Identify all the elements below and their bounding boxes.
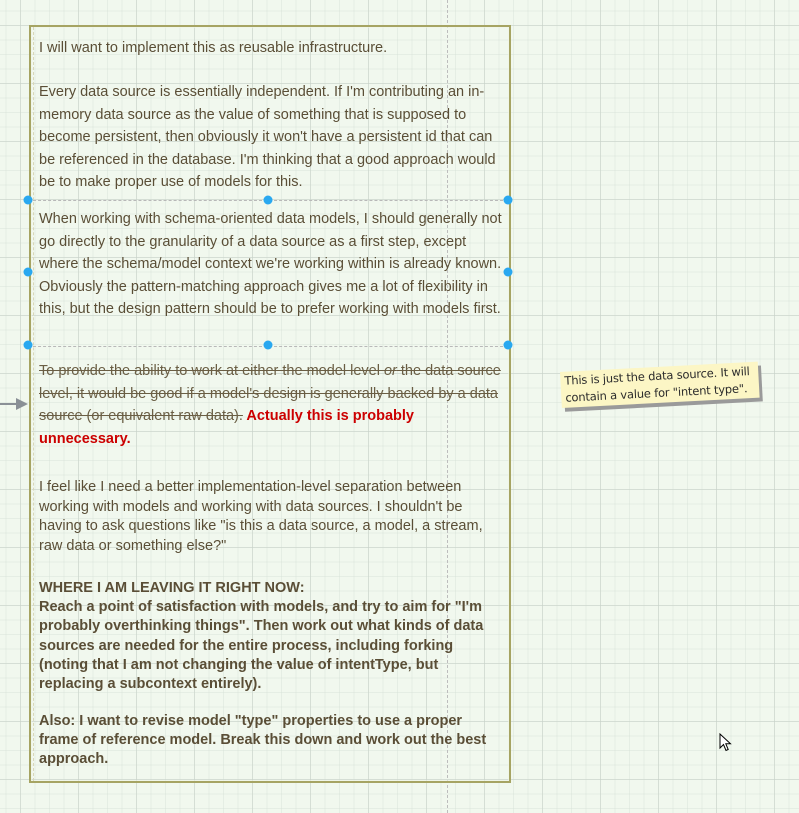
selection-box [28,200,508,347]
resize-handle-bottom-right[interactable] [504,341,513,350]
text-block-revise-type-properties[interactable] [39,712,505,770]
paragraph-text: Every data source is essentially independent. If I'm contributing an in-memory data source as the value of something that is supposed to become persistent, then obviously it won't have a persistent id that can be referenced in the database. I'm thinking that a good approach would be to make proper use of models for this. [39,84,496,190]
text-block-model-or-data-source[interactable] [39,360,505,450]
sticky-note[interactable] [560,362,760,408]
sticky-note-text: This is just the data source. It will contain a value for "intent type". [564,364,750,405]
resize-handle-bottom-left[interactable] [24,341,33,350]
section-heading: WHERE I AM LEAVING IT RIGHT NOW: [39,580,305,596]
resize-handle-right[interactable] [504,268,513,277]
paragraph-text: I will want to implement this as reusable infrastructure. [39,40,388,56]
resize-handle-top[interactable] [264,196,273,205]
text-block-data-source-independence[interactable] [39,81,505,194]
paragraph-text: Reach a point of satisfaction with models, and try to aim for "I'm probably overthinking things". Then work out what kinds of data sources are needed for the entire process, including forking (noting that I am not changing the value of intentType, but replacing a subcontext entirely). [39,599,484,693]
resize-handle-top-left[interactable] [24,196,33,205]
resize-handle-top-right[interactable] [504,196,513,205]
strikethrough-text: the data source level, it would be good if a model's design is generally backed by a data source (or equivalent raw data). [39,363,501,424]
mouse-pointer-icon [719,733,733,757]
resize-handle-left[interactable] [24,268,33,277]
paragraph-text: I feel like I need a better implementation-level separation between working with models and working with data sources. I shouldn't be having to ask questions like "is this a data source, a model, a stream, raw data or something else?" [39,479,483,554]
red-annotation-text: Actually this is probably unnecessary. [39,408,414,447]
strikethrough-italic-text: or [383,363,397,379]
paragraph-text: When working with schema-oriented data models, I should generally not go directly to the granularity of a data source as a first step, except where the schema/model context we're working within is already known. Obviously the pattern-matching approach gives me a lot of flexibility in this, but the design pattern should be to prefer working with models first. [39,211,502,317]
note-container[interactable] [29,25,511,783]
paragraph-text: Also: I want to revise model "type" properties to use a proper frame of reference model. Break this down and work out the best approach. [39,713,487,768]
arrow-right-icon [16,398,28,410]
strikethrough-text: To provide the ability to work at either the model level [39,363,384,379]
text-block-implementation-separation[interactable] [39,478,505,556]
text-block-where-leaving-it[interactable] [39,579,505,694]
resize-handle-bottom[interactable] [264,341,273,350]
text-block-reusable-infrastructure[interactable] [39,37,505,60]
